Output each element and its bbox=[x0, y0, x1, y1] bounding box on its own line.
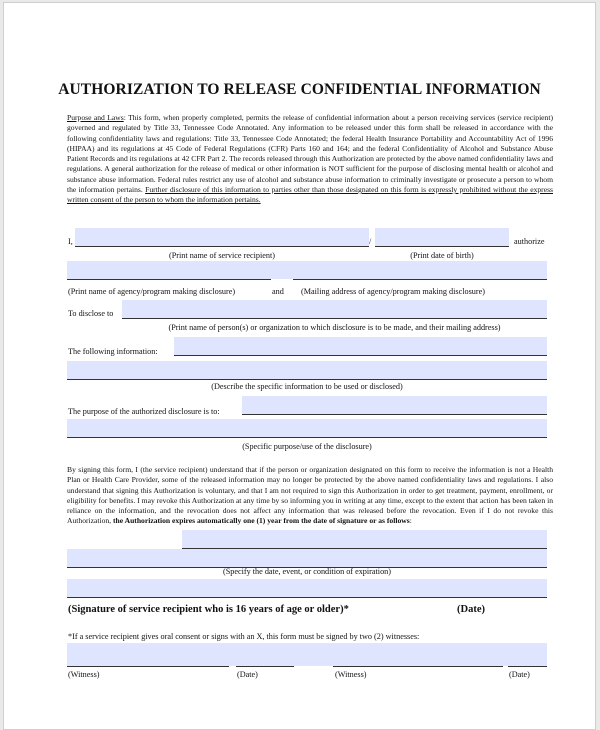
caption-disclosure-purpose: (Specific purpose/use of the disclosure) bbox=[242, 442, 372, 451]
agency-gap-field[interactable] bbox=[271, 261, 293, 279]
witness-2-date-label: (Date) bbox=[509, 670, 530, 679]
agency-and: and bbox=[272, 287, 284, 296]
disclosure-purpose-label: The purpose of the authorized disclosure is to: bbox=[68, 407, 220, 416]
authorize-prefix: I, bbox=[68, 237, 73, 246]
agency-name-field[interactable] bbox=[67, 261, 271, 280]
purpose-body: : This form, when properly completed, permits the release of confidential information about a person receiving services (service recipient) governed and regulated by Title 33, Tennessee Code Annotated. Any information to be released under this form shall be released in accordance with the following confidentiality laws and regulations: Title 33, Tennessee Code Annotated; the federal Health Insurance Portability and Accountability Act of 1996 (HIPAA) and its regulations at 45 Code of Federal Regulations (CFR) Parts 160 and 164; and the federal Confidentiality of Alcohol and Substance Abuse Patient Records and its regulations at 42 CFR Part 2. The records released through this Authorization are protected by the above named confidentiality laws and regulations. A general authorization for the release of medical or other information is NOT sufficient for the purpose of disclosing mental health or alcohol and substance abuse information. Federal rules restrict any use of alcohol and substance abuse information to criminally investigate or prosecute a person to whom the information pertains. bbox=[67, 113, 553, 195]
agency-address-field[interactable] bbox=[293, 261, 547, 280]
purpose-heading: Purpose and Laws bbox=[67, 113, 124, 122]
purpose-paragraph bbox=[67, 113, 553, 206]
purpose-warning: Further disclosure of this information to parties other than those designated on this form is expressly prohibited without the express written consent of the person to whom the information pertains. bbox=[67, 185, 553, 205]
consent-colon: : bbox=[409, 516, 412, 526]
consent-expiration-text: the Authorization expires automatically one (1) year from the date of signature or as follows bbox=[112, 516, 410, 526]
form-page bbox=[3, 2, 596, 730]
disclosure-purpose-field-line1[interactable] bbox=[242, 396, 547, 415]
witness-1-label: (Witness) bbox=[68, 670, 100, 679]
caption-disclose-to: (Print name of person(s) or organization to which disclosure is to be made, and their mailing address) bbox=[168, 323, 501, 332]
caption-recipient-name: (Print name of service recipient) bbox=[169, 251, 275, 260]
disclose-to-label: To disclose to bbox=[68, 309, 114, 318]
disclosure-purpose-field-line2[interactable] bbox=[67, 419, 547, 438]
signature-field[interactable] bbox=[67, 579, 547, 598]
witness-1-line bbox=[67, 666, 229, 667]
witness-1-date-line bbox=[236, 666, 294, 667]
caption-agency-name: (Print name of agency/program making disclosure) bbox=[68, 287, 236, 296]
caption-expiration: (Specify the date, event, or condition of expiration) bbox=[222, 567, 392, 576]
information-label: The following information: bbox=[68, 347, 158, 356]
consent-paragraph bbox=[67, 465, 553, 527]
consent-text: By signing this form, I (the service recipient) understand that if the person or organization designated on this form to receive the information is not a Health Plan or Health Care Provider, some of the released information may no longer be protected by the above named confidentiality laws and regulations. I also understand that signing this Authorization is voluntary, and that I am not required to sign this Authorization in order to get treatment, payment, enrollment, or eligibility for benefits. I may revoke this Authorization at any time by so informing you in writing at any time, except to the extent that action has been taken in reliance on the information, and the revocation does not affect any information that was released before the revocation. Even if I do not revoke this Authorization, bbox=[67, 465, 553, 526]
authorize-suffix: authorize bbox=[514, 237, 545, 246]
service-recipient-name-field[interactable] bbox=[75, 228, 372, 247]
authorize-slash: / bbox=[369, 237, 372, 246]
witness-2-line bbox=[333, 666, 503, 667]
form-title: AUTHORIZATION TO RELEASE CONFIDENTIAL INFORMATION bbox=[58, 81, 541, 98]
date-of-birth-field[interactable] bbox=[375, 228, 509, 247]
signature-date-label: (Date) bbox=[457, 604, 485, 615]
witness-2-label: (Witness) bbox=[335, 670, 367, 679]
witness-2-date-line bbox=[508, 666, 547, 667]
expiration-field-line2[interactable] bbox=[67, 549, 547, 568]
disclose-to-field[interactable] bbox=[122, 300, 547, 319]
expiration-field-line1[interactable] bbox=[182, 530, 547, 549]
witness-area-field[interactable] bbox=[67, 643, 547, 666]
caption-date-of-birth: (Print date of birth) bbox=[410, 251, 474, 260]
signature-label: (Signature of service recipient who is 16 years of age or older)* bbox=[68, 604, 349, 615]
witness-note: *If a service recipient gives oral consent or signs with an X, this form must be signed by two (2) witnesses: bbox=[68, 632, 420, 641]
information-field-line1[interactable] bbox=[174, 337, 547, 356]
information-field-line2[interactable] bbox=[67, 361, 547, 380]
witness-1-date-label: (Date) bbox=[237, 670, 258, 679]
caption-information: (Describe the specific information to be used or disclosed) bbox=[211, 382, 403, 391]
caption-agency-address: (Mailing address of agency/program making disclosure) bbox=[301, 287, 485, 296]
